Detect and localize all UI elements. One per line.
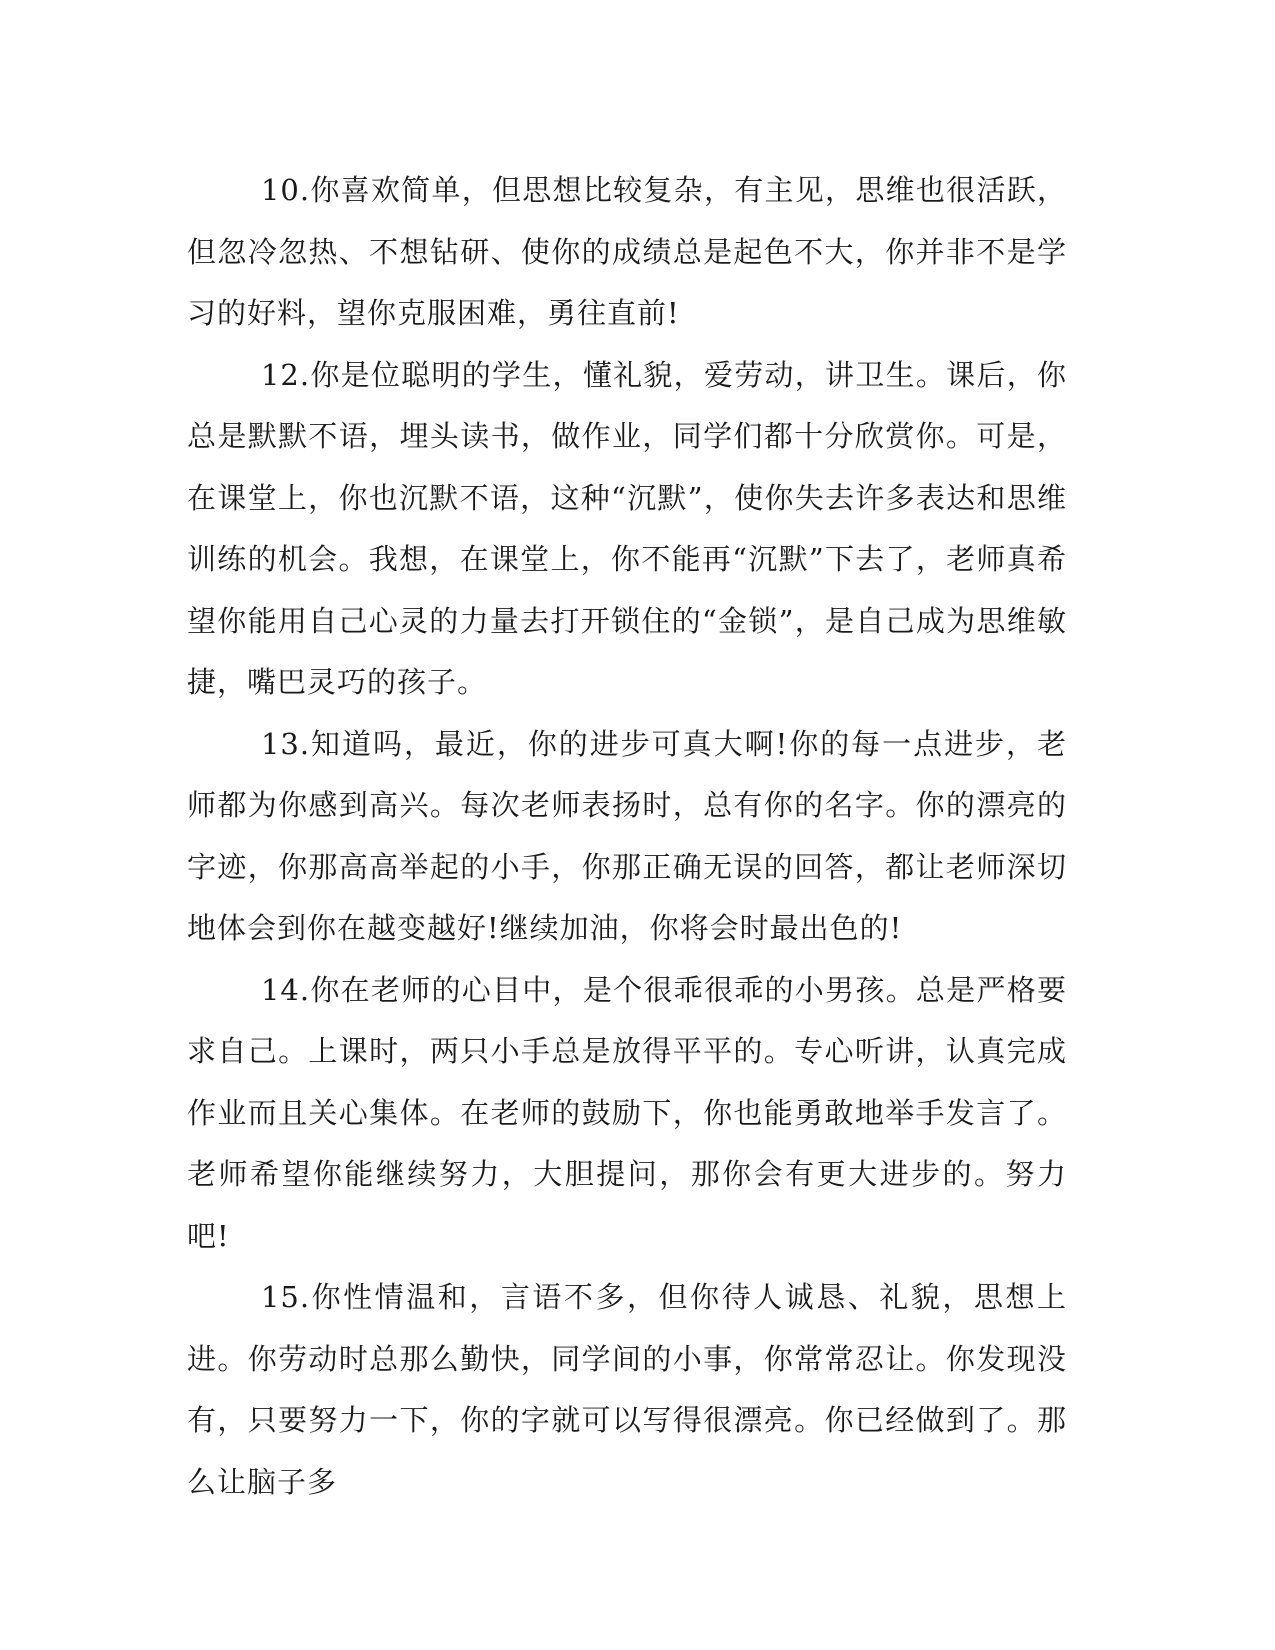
paragraph-10: 10.你喜欢简单，但思想比较复杂，有主见，思维也很活跃，但忽冷忽热、不想钻研、使你的成绩总是起色不大，你并非不是学习的好料，望你克服困难，勇往直前! xyxy=(187,173,1067,330)
paragraph-13: 13.知道吗，最近，你的进步可真大啊!你的每一点进步，老师都为你感到高兴。每次老师表扬时，总有你的名字。你的漂亮的字迹，你那高高举起的小手，你那正确无误的回答，都让老师深切地体会到你在越变越好!继续加油，你将会时最出色的! xyxy=(187,726,1067,945)
paragraph-14: 14.你在老师的心目中，是个很乖很乖的小男孩。总是严格要求自己。上课时，两只小手总是放得平平的。专心听讲，认真完成作业而且关心集体。在老师的鼓励下，你也能勇敢地举手发言了。老师希望你能继续努力，大胆提问，那你会有更大进步的。努力吧! xyxy=(187,972,1067,1253)
paragraph-12: 12.你是位聪明的学生，懂礼貌，爱劳动，讲卫生。课后，你总是默默不语，埋头读书，做作业，同学们都十分欣赏你。可是，在课堂上，你也沉默不语，这种“沉默”，使你失去许多表达和思维训练的机会。我想，在课堂上，你不能再“沉默”下去了，老师真希望你能用自己心灵的力量去打开锁住的“金锁”，是自己成为思维敏捷，嘴巴灵巧的孩子。 xyxy=(187,357,1067,699)
document-body xyxy=(187,160,1067,1513)
paragraph-15: 15.你性情温和，言语不多，但你待人诚恳、礼貌，思想上进。你劳动时总那么勤快，同学间的小事，你常常忍让。你发现没有，只要努力一下，你的字就可以写得很漂亮。你已经做到了。那么让脑子多 xyxy=(187,1280,1067,1499)
